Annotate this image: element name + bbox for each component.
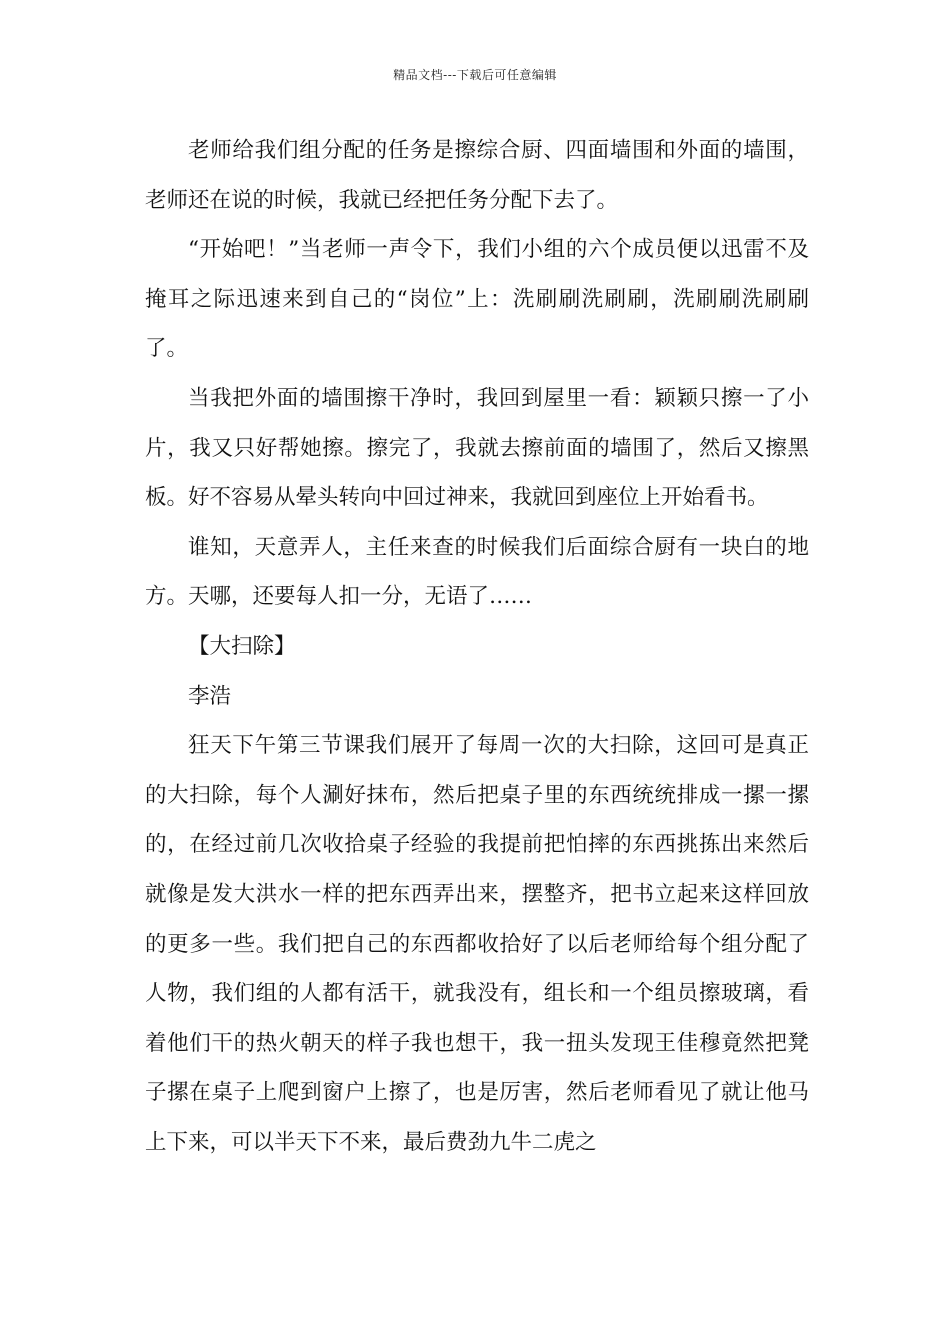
page-header: 精品文档---下载后可任意编辑	[393, 68, 557, 82]
document-body	[145, 126, 809, 1167]
paragraph-big-cleaning: 狂天下午第三节课我们展开了每周一次的大扫除，这回可是真正的大扫除，每个人涮好抹布，然后把桌子里的东西统统排成一摞一摞的，在经过前几次收拾桌子经验的我提前把怕摔的东西挑拣出来然后就像是发大洪水一样的把东西弄出来，摆整齐，把书立起来这样回放的更多一些。我们把自己的东西都收拾好了以后老师给每个组分配了人物，我们组的人都有活干，就我没有，组长和一个组员擦玻璃，看着他们干的热火朝天的样子我也想干，我一扭头发现王佳穆竟然把凳子摞在桌子上爬到窗户上擦了，也是厉害，然后老师看见了就让他马上下来，可以半天下不来，最后费劲九牛二虎之	[145, 733, 809, 1155]
section-title: 【大扫除】	[188, 633, 296, 659]
paragraph-task-assignment: 老师给我们组分配的任务是擦综合厨、四面墙围和外面的墙围，老师还在说的时候，我就已经把任务分配下去了。	[145, 138, 809, 213]
paragraph-cleaning: 当我把外面的墙围擦干净时，我回到屋里一看：颖颖只擦一了小片，我又只好帮她擦。擦完了，我就去擦前面的墙围了，然后又擦黑板。好不容易从晕头转向中回过神来，我就回到座位上开始看书。	[145, 385, 809, 511]
author-name: 李浩	[188, 683, 232, 709]
paragraph-start: “开始吧！”当老师一声令下，我们小组的六个成员便以迅雷不及掩耳之际迅速来到自己的“岗位”上：洗刷刷洗刷刷，洗刷刷洗刷刷了。	[145, 237, 809, 362]
paragraph-inspection: 谁知，天意弄人，主任来查的时候我们后面综合厨有一块白的地方。天哪，还要每人扣一分，无语了……	[145, 534, 809, 610]
